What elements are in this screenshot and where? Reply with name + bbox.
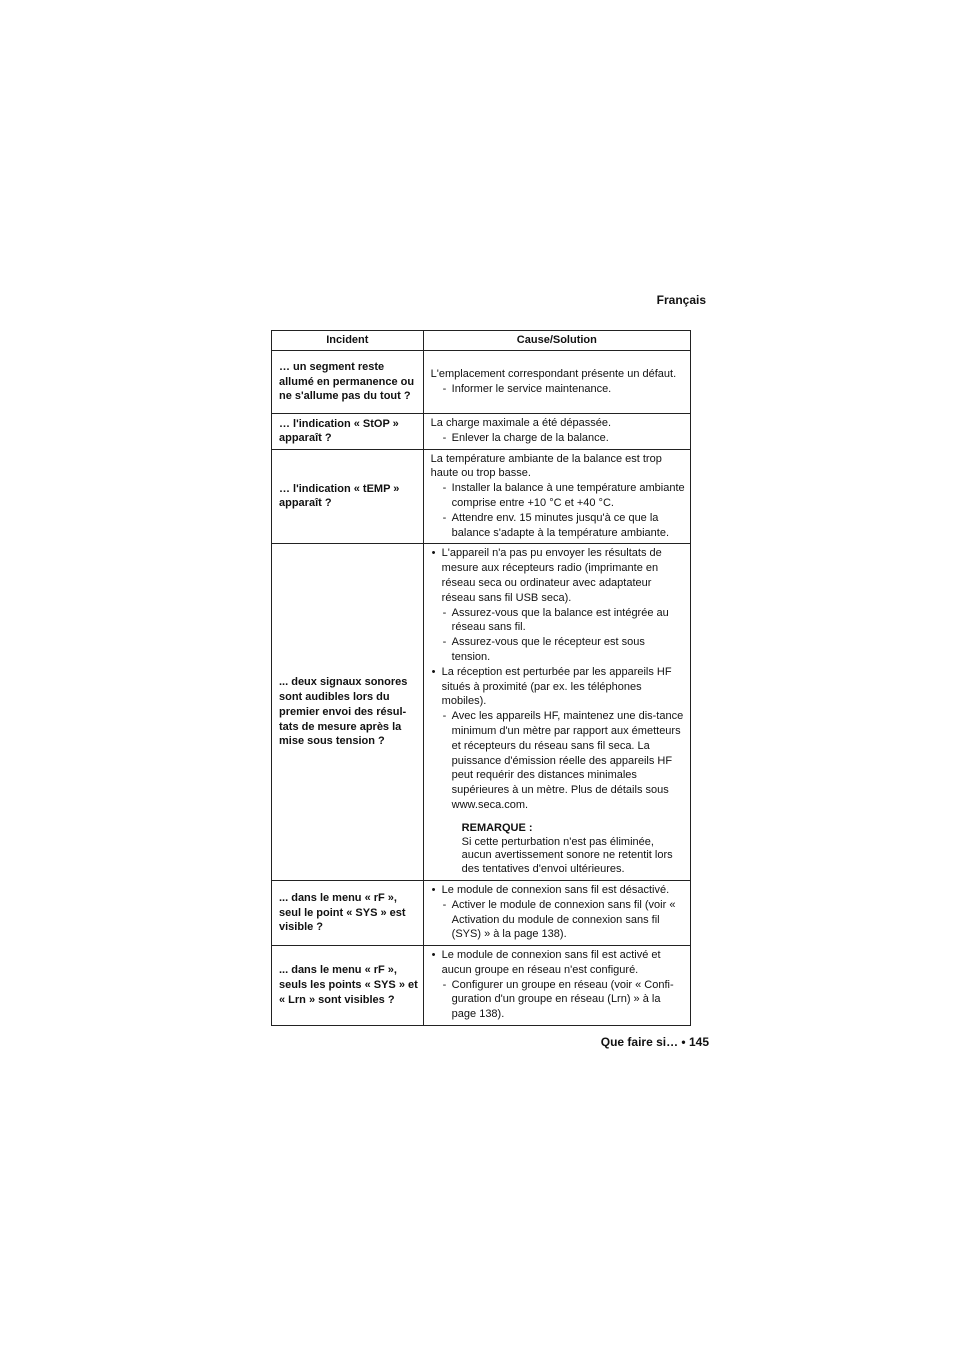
table-row [272,946,691,1026]
solution-step: - Installer la balance à une température ambiante comprise entre +10 °C et +40 °C. [431,481,686,511]
note-text: Si cette perturbation n'est pas éliminée, aucun avertissement sonore ne retentit lors des tentatives d'envoi ultérieures. [461,835,673,876]
cause-bullet: • La réception est perturbée par les appareils HF situés à proximité (par ex. les téléphones mobiles). [431,665,686,709]
table-row [272,544,691,881]
solution-step: - Informer le service maintenance. [431,382,686,397]
solution-step: - Assurez-vous que la balance est intégrée au réseau sans fil. [431,606,686,636]
table-row [272,414,691,450]
table-row [272,449,691,544]
incident-cell: ... deux signaux sonores sont audibles lors du premier envoi des résul-tats de mesure après la mise sous tension ? [272,544,424,881]
troubleshooting-table [271,330,691,1026]
table-row [272,351,691,414]
incident-cell: ... dans le menu « rF », seul le point « SYS » est visible ? [272,880,424,945]
cause-cell [423,544,690,881]
cause-bullet: • Le module de connexion sans fil est activé et aucun groupe en réseau n'est configuré. [431,948,686,978]
solution-step: - Activer le module de connexion sans fil (voir « Activation du module de connexion sans fil (SYS) » à la page 138). [431,898,686,942]
cause-cell [423,351,690,414]
cause-cell [423,414,690,450]
incident-cell: … un segment reste allumé en permanence ou ne s'allume pas du tout ? [272,351,424,414]
solution-step: - Configurer un groupe en réseau (voir « Confi-guration d'un groupe en réseau (Lrn) » à la page 138). [431,978,686,1022]
solution-step: - Assurez-vous que le récepteur est sous tension. [431,635,686,665]
language-label: Français [656,293,706,307]
solution-step: - Attendre env. 15 minutes jusqu'à ce que la balance s'adapte à la température ambiante. [431,511,686,541]
cause-text: La charge maximale a été dépassée. [430,417,612,429]
note-title: REMARQUE : [461,821,533,834]
solution-step: - Enlever la charge de la balance. [431,431,686,446]
cause-cell [423,946,690,1026]
cause-text: La température ambiante de la balance est trop haute ou trop basse. [430,452,662,480]
solution-step: - Avec les appareils HF, maintenez une dis-tance minimum d'un mètre par rapport aux émetteurs et récepteurs du réseau sans fil seca. La puissance d'émission réelle des appareils HF peut requérir des distances minimales supérieures à un mètre. Plus de détails sous www.seca.com. [431,709,686,813]
page-footer: Que faire si… • 145 [600,1035,709,1049]
cause-text: L'emplacement correspondant présente un défaut. [430,367,677,380]
column-header-incident: Incident [272,331,424,351]
table-header-row [272,331,691,351]
cause-bullet: • Le module de connexion sans fil est désactivé. [431,883,686,898]
incident-cell: … l'indication « tEMP » apparaît ? [272,449,424,544]
cause-cell [423,880,690,945]
incident-cell: … l'indication « StOP » apparaît ? [272,414,424,450]
table-row [272,880,691,945]
column-header-cause-solution: Cause/Solution [423,331,690,351]
incident-cell: ... dans le menu « rF », seuls les points « SYS » et « Lrn » sont visibles ? [272,946,424,1026]
cause-bullet: • L'appareil n'a pas pu envoyer les résultats de mesure aux récepteurs radio (imprimante en réseau seca ou ordinateur avec adaptateur réseau sans fil USB seca). [431,546,686,605]
cause-cell [423,449,690,544]
